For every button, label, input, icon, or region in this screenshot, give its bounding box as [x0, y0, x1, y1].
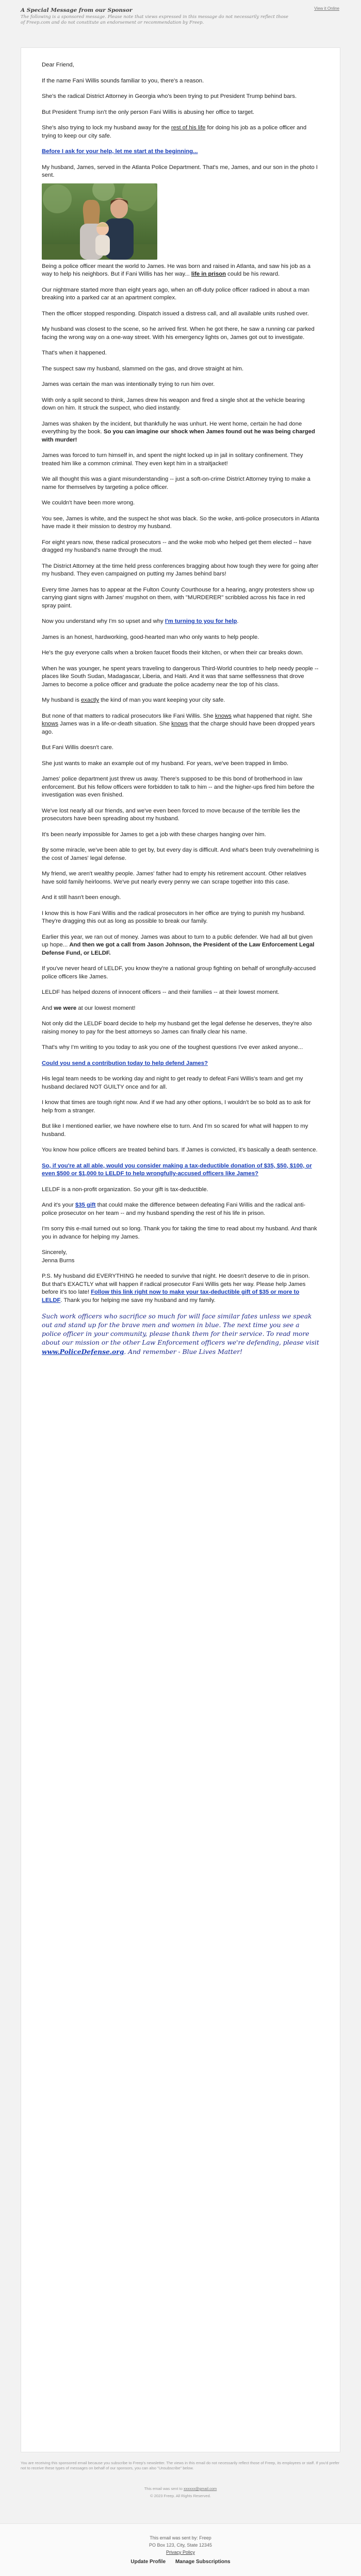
family-photo	[42, 183, 157, 260]
footer-actions	[0, 2559, 361, 2565]
gift-35-link[interactable]: $35 gift	[75, 1202, 96, 1208]
sent-by: This email was sent by: Freep	[150, 2535, 211, 2540]
paragraph: But none of that matters to radical prosecutors like Fani Willis. She knows what happened that night. She knows James was in a life-or-death situation. She knows that the charge should have been dropped years ago.	[42, 713, 315, 735]
postscript: P.S. My husband did EVERYTHING he needed to survive that night. He doesn't deserve to die in prison. But that's EXACTLY what will happen if radical prosecutor Fani Willis gets her way. Please help James before it's too late! Follow this link right now to make your tax-deductible gift of $35 or more to LELDF. Thank you for helping me save my husband and my family.	[42, 1273, 310, 1303]
paragraph: He's the guy everyone calls when a broken faucet floods their kitchen, or when their car breaks down.	[42, 650, 304, 656]
help-link[interactable]: I'm turning to you for help	[165, 618, 237, 624]
policedefense-link[interactable]: www.PoliceDefense.org	[42, 1348, 124, 1355]
sent-to-line: This email was sent to xxxxxx@gmail.com	[144, 2486, 217, 2491]
privacy-line	[0, 2550, 361, 2555]
paragraph: LELDF is a non-profit organization. So your gift is tax-deductible.	[42, 1186, 208, 1193]
cta-contribute	[42, 1060, 319, 1068]
update-profile-link[interactable]: Update Profile	[130, 2559, 166, 2565]
paragraph: You see, James is white, and the suspect he shot was black. So the woke, anti-police prosecutors in Atlanta have made it their mission to destroy my husband.	[42, 515, 319, 530]
paragraph: And it's your $35 gift that could make the difference between defeating Fani Willis and the radical anti-police prosecutor on her team -- and my husband spending the rest of his life in prison.	[42, 1202, 306, 1216]
paragraph: Not only did the LELDF board decide to help my husband get the legal defense he deserves, they're also raising money to pay for the best attorneys so James can finally clear his name.	[42, 1021, 312, 1035]
donation-link[interactable]: So, if you're at all able, would you consider making a tax-deductible donation of $35, $50, $100, or even $500 or $1,000 to LELDF to help wrongfully-accused officers like James?	[42, 1162, 312, 1177]
paragraph: It's been nearly impossible for James to get a job with these charges hanging over him.	[42, 831, 266, 838]
paragraph: Then the officer stopped responding. Dispatch issued a distress call, and all available units rushed over.	[42, 310, 309, 317]
greeting: Dear Friend,	[42, 62, 74, 68]
copyright: © 2023 Freep. All Rights Reserved.	[150, 2494, 211, 2498]
sponsor-header	[0, 0, 361, 47]
sponsor-disclaimer: You are receiving this sponsored email because you subscribe to Freep's newsletter. The views in this email do not necessarily reflect those of Freep, its employees or staff. If you'd prefer not to receive these types of messages on behalf of our sponsors, you can also "Unsubscribe" below.	[21, 2461, 340, 2471]
paragraph: James was shaken by the incident, but thankfully he was unhurt. He went home, certain he had done everything by the book. So you can imagine our shock when James found out he was being charged with murder!	[42, 420, 315, 443]
paragraph: Our nightmare started more than eight years ago, when an off-duty police officer radioed in about a man breaking into a parked car at an apartment complex.	[42, 286, 309, 301]
paragraph: James is an honest, hardworking, good-hearted man who only wants to help people.	[42, 634, 259, 640]
paragraph: We all thought this was a giant misunderstanding -- just a soft-on-crime District Attorney trying to make a name for themselves by targeting a police officer.	[42, 476, 310, 490]
manage-subscriptions-link[interactable]: Manage Subscriptions	[175, 2559, 231, 2565]
paragraph: She just wants to make an example out of my husband. For years, we've been trapped in limbo.	[42, 760, 289, 767]
sponsor-note: The following is a sponsored message. Please note that views expressed in this message do not necessarily reflect those of Freep.com and do not constitute an endorsement or recommendation by Freep.	[21, 14, 289, 26]
paragraph: His legal team needs to be working day and night to get ready to defeat Fani Willis's team and get my husband declared NOT GUILTY once and for all.	[42, 1076, 303, 1090]
sponsor-title: A Special Message from our Sponsor	[21, 7, 133, 13]
paragraph: My husband is exactly the kind of man you want keeping your city safe.	[42, 697, 225, 703]
paragraph: LELDF has helped dozens of innocent officers -- and their families -- at their lowest moment.	[42, 989, 280, 995]
paragraph: When he was younger, he spent years traveling to dangerous Third-World countries to help needy people -- places like South Sudan, Madagascar, Liberia, and Haiti. And it was that same selflessness that drove James to become a police officer and graduate the police academy near the top of his class.	[42, 665, 319, 688]
paragraph: For eight years now, these radical prosecutors -- and the woke mob who helped get them elected -- have dragged my husband's name through the mud.	[42, 539, 312, 553]
sign-off: Sincerely,	[42, 1249, 67, 1256]
paragraph: James' police department just threw us away. There's supposed to be this bond of brotherhood in law enforcement. But his fellow officers were forbidden to talk to him -- and the higher-ups fired him before the investigation was even finished.	[42, 776, 315, 798]
paragraph: She's the radical District Attorney in Georgia who's been trying to put President Trump behind bars.	[42, 93, 297, 99]
letter-card	[21, 47, 340, 2452]
paragraph: With only a split second to think, James drew his weapon and fired a single shot at the vehicle bearing down on him. It struck the suspect, who died instantly.	[42, 397, 305, 411]
paragraph: If you've never heard of LELDF, you know they're a national group fighting on behalf of wrongfully-accused police officers like James.	[42, 965, 316, 980]
paragraph: The District Attorney at the time held press conferences bragging about how tough they were for going after my husband. They even campaigned on putting my James behind bars!	[42, 563, 319, 577]
paragraph: Being a police officer meant the world to James. He was born and raised in Atlanta, and saw his job as a way to help his neighbors. But if Fani Willis has her way... life in prison could be his reward.	[42, 263, 310, 277]
paragraph: I know this is how Fani Willis and the radical prosecutors in her office are trying to punish my husband. They're dragging this out as long as possible to break our family.	[42, 910, 305, 924]
cta-donation	[42, 1162, 319, 1178]
paragraph: But President Trump isn't the only person Fani Willis is abusing her office to target.	[42, 109, 254, 115]
ps-gift-link[interactable]: Follow this link right now to make your tax-deductible gift of $35 or more to LELDF	[42, 1289, 300, 1303]
paragraph: You know how police officers are treated behind bars. If James is convicted, it's basically a death sentence.	[42, 1147, 318, 1153]
paragraph: My husband was closest to the scene, so he arrived first. When he got there, he saw a running car parked facing the wrong way on a one-way street. With his emergency lights on, James got out to investigate.	[42, 326, 315, 341]
paragraph: We couldn't have been more wrong.	[42, 500, 135, 506]
email-footer	[0, 2523, 361, 2576]
paragraph: By some miracle, we've been able to get by, but every day is difficult. And what's been truly overwhelming is the cost of James' legal defense.	[42, 847, 319, 861]
cta-link-beginning	[42, 148, 319, 156]
paragraph: We've lost nearly all our friends, and we've even been forced to move because of the terrible lies the prosecutors have been spreading about my husband.	[42, 807, 300, 822]
paragraph: Every time James has to appear at the Fulton County Courthouse for a hearing, angry protesters show up carrying giant signs with James' mugshot on them, with "MURDERER" scribbled across his face in red spray paint.	[42, 586, 315, 609]
paragraph: The suspect saw my husband, slammed on the gas, and drove straight at him.	[42, 365, 244, 372]
paragraph: Now you understand why I'm so upset and why I'm turning to you for help.	[42, 618, 239, 624]
signature: Jenna Burns	[42, 1257, 75, 1264]
paragraph: That's when it happened.	[42, 350, 107, 356]
paragraph: My husband, James, served in the Atlanta Police Department. That's me, James, and our son in the photo I sent.	[42, 164, 318, 178]
paragraph: And it still hasn't been enough.	[42, 894, 121, 901]
paragraph: But Fani Willis doesn't care.	[42, 744, 114, 751]
paragraph: That's why I'm writing to you today to ask you one of the toughest questions I've ever asked anyone...	[42, 1044, 303, 1050]
paragraph: Earlier this year, we ran out of money. James was about to turn to a public defender. We had all but given up hope... And then we got a call from Jason Johnson, the President of the Law Enforcement Legal Defense Fund, or LELDF.	[42, 934, 315, 956]
paragraph: If the name Fani Willis sounds familiar to you, there's a reason.	[42, 77, 204, 84]
recipient-email[interactable]: xxxxxx@gmail.com	[184, 2486, 217, 2491]
closing-message: Such work officers who sacrifice so much for will face similar fates unless we speak out and stand up for the brave men and women in blue. The next time you see a police officer in your community, please thank them for their service. To read more about our mission or the other Law Enforcement officers we're defending, please visit www.PoliceDefense.org. And remember - Blue Lives Matter!	[42, 1313, 319, 1355]
view-online-link[interactable]: View it Online	[314, 6, 339, 11]
paragraph: I know that times are tough right now. And if we had any other options, I wouldn't be so bold as to ask for help from a stranger.	[42, 1099, 311, 1114]
beginning-link[interactable]: Before I ask for your help, let me start at the beginning...	[42, 148, 198, 155]
paragraph: I'm sorry this e-mail turned out so long. Thank you for taking the time to read about my husband. And thank you in advance for helping my James.	[42, 1226, 317, 1240]
privacy-policy-link[interactable]: Privacy Policy	[166, 2550, 195, 2555]
mailing-address: PO Box 123, City, State 12345	[149, 2543, 212, 2548]
paragraph: James was forced to turn himself in, and spent the night locked up in jail in solitary confinement. They treated him like a common criminal. They even kept him in a straitjacket!	[42, 452, 303, 467]
family-photo-illustration	[42, 183, 157, 260]
paragraph: My friend, we aren't wealthy people. James' father had to empty his retirement account. Other relatives have sold family heirlooms. We've put nearly every penny we can scrape together into this case.	[42, 871, 306, 885]
paragraph: She's also trying to lock my husband away for the rest of his life for doing his job as a police officer and trying to keep our city safe.	[42, 125, 307, 139]
contribute-link[interactable]: Could you send a contribution today to help defend James?	[42, 1060, 208, 1066]
paragraph: And we were at our lowest moment!	[42, 1005, 136, 1011]
paragraph: James was certain the man was intentionally trying to run him over.	[42, 381, 215, 387]
paragraph: But like I mentioned earlier, we have nowhere else to turn. And I'm so scared for what will happen to my husband.	[42, 1123, 308, 1138]
